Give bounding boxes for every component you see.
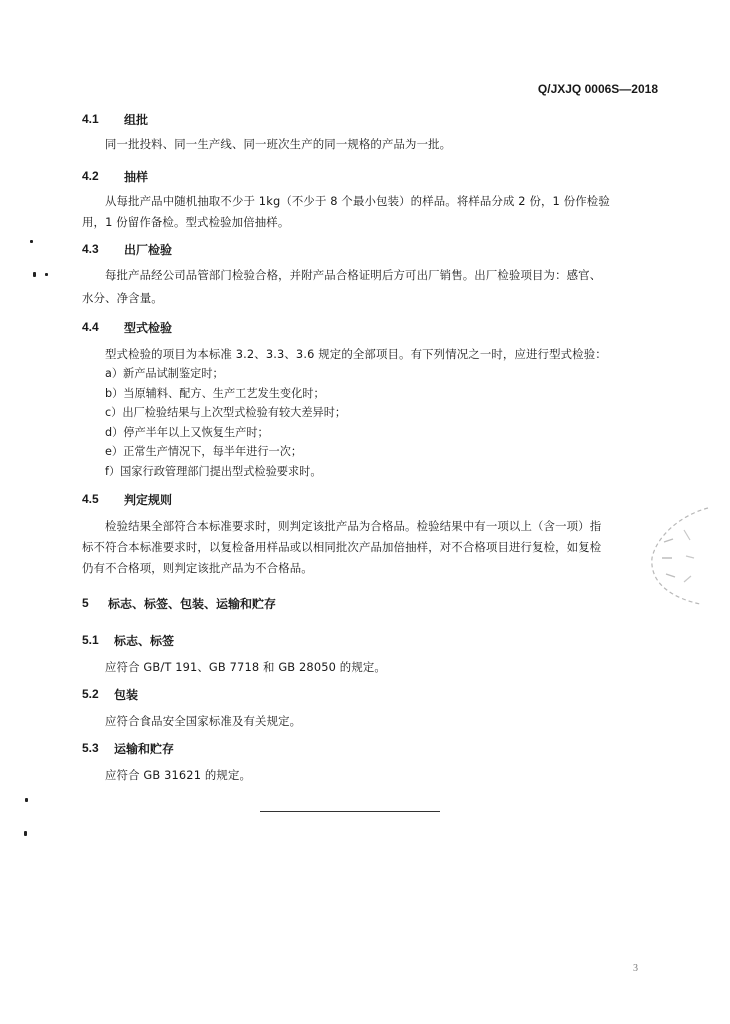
section-number: 5.3 [82,741,99,755]
section-title: 标志、标签 [114,634,175,648]
section-title: 型式检验 [124,321,173,335]
scan-speck [25,798,28,802]
section-title: 抽样 [124,170,149,184]
scan-speck [24,831,27,836]
seal-stamp [638,500,718,610]
section-number: 4.2 [82,169,99,183]
list-item: c）出厂检验结果与上次型式检验有较大差异时； [105,406,347,419]
section-number: 5.2 [82,687,99,701]
document-code: Q/JXJQ 0006S—2018 [537,82,658,96]
section-title: 运输和贮存 [114,742,175,756]
scan-speck [30,240,33,243]
condition-list [105,364,346,481]
section-number: 4.3 [82,242,99,256]
section-title: 包装 [114,688,139,702]
section-text: 每批产品经公司品管部门检验合格，并附产品合格证明后方可出厂销售。出厂检验项目为：感官、 [105,268,602,282]
list-item: a）新产品试制鉴定时； [105,367,224,380]
page-number: 3 [633,963,638,974]
section-title: 标志、标签、包装、运输和贮存 [108,597,277,611]
section-text: 从每批产品中随机抽取不少于 1kg（不少于 8 个最小包装）的样品。将样品分成 2 份，1 份作检验 [105,194,610,208]
section-number: 4.5 [82,492,99,506]
section-text: 型式检验的项目为本标准 3.2、3.3、3.6 规定的全部项目。有下列情况之一时，应进行型式检验： [105,347,607,361]
section-text: 检验结果全部符合本标准要求时，则判定该批产品为合格品。检验结果中有一项以上（含一项）指 [105,519,602,533]
section-title: 组批 [124,113,149,127]
section-text: 应符合 GB 31621 的规定。 [105,768,252,782]
list-item: b）当原辅料、配方、生产工艺发生变化时； [105,386,325,400]
section-number: 4.4 [82,320,99,334]
list-item: f）国家行政管理部门提出型式检验要求时。 [105,464,322,478]
list-item: e）正常生产情况下，每半年进行一次； [105,445,303,458]
section-number: 5.1 [82,633,99,647]
section-text: 同一批投料、同一生产线、同一班次生产的同一规格的产品为一批。 [105,137,452,151]
section-text: 应符合食品安全国家标准及有关规定。 [105,714,302,728]
section-text: 仍有不合格项，则判定该批产品为不合格品。 [82,561,313,575]
section-number: 5 [82,596,89,610]
section-title: 出厂检验 [124,243,173,257]
end-rule [260,811,440,812]
section-text: 标不符合本标准要求时，以复检备用样品或以相同批次产品加倍抽样，对不合格项目进行复检，如复检 [82,540,602,554]
section-text: 应符合 GB/T 191、GB 7718 和 GB 28050 的规定。 [105,660,386,674]
section-title: 判定规则 [124,493,173,507]
scan-speck [33,272,36,277]
section-number: 4.1 [82,112,99,126]
list-item: d）停产半年以上又恢复生产时； [105,425,269,439]
section-text: 水分、净含量。 [82,291,163,305]
scan-speck [45,273,48,276]
section-text: 用，1 份留作备检。型式检验加倍抽样。 [82,215,290,229]
